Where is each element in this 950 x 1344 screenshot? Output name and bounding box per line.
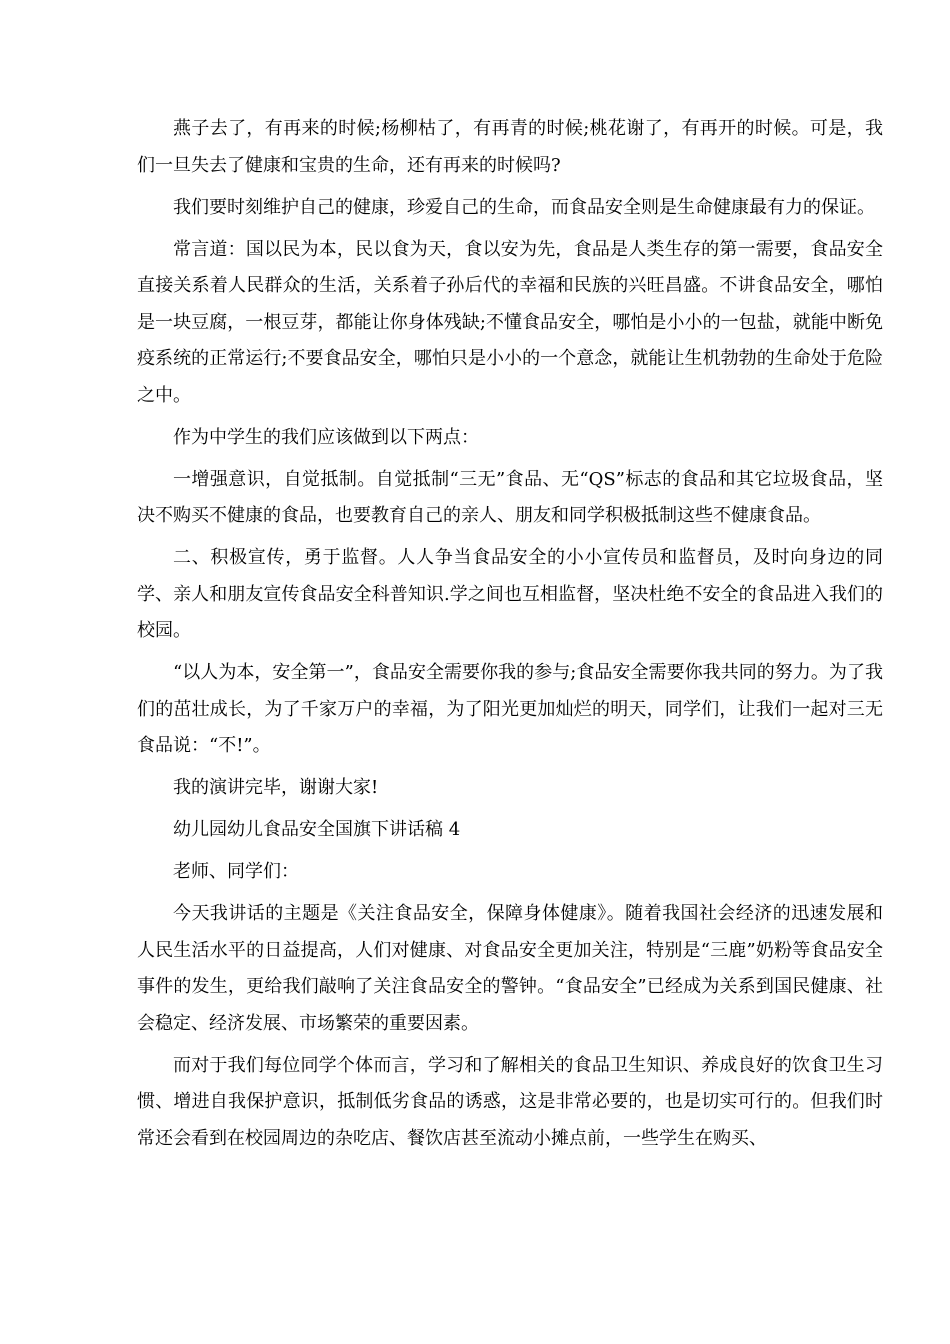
paragraph-saying: 常言道：国以民为本，民以食为天，食以安为先，食品是人类生存的第一需要，食品安全直接关系着人民群众的生活，关系着子孙后代的幸福和民族的兴旺昌盛。不讲食品安全，哪怕是一块豆腐，一根豆芽，都能让你身体残缺;不懂食品安全，哪怕是小小的一包盐，就能中断免疫系统的正常运行;不要食品安全，哪怕只是小小的一个意念，就能让生机勃勃的生命处于危险之中。 bbox=[137, 238, 883, 406]
paragraph-safety-first: “以人为本，安全第一”，食品安全需要你我的参与;食品安全需要你我共同的努力。为了我们的茁壮成长，为了千家万户的幸福，为了阳光更加灿烂的明天，同学们，让我们一起对三无食品说：“不!”。 bbox=[137, 662, 883, 756]
paragraph-closing: 我的演讲完毕，谢谢大家! bbox=[173, 777, 379, 798]
paragraph-topic: 今天我讲话的主题是《关注食品安全，保障身体健康》。随着我国社会经济的迅速发展和人民生活水平的日益提高，人们对健康、对食品安全更加关注，特别是“三鹿”奶粉等食品安全事件的发生，更给我们敲响了关注食品安全的警钟。“食品安全”已经成为关系到国民健康、社会稳定、经济发展、市场繁荣的重要因素。 bbox=[137, 903, 883, 1034]
paragraph-point-two: 二、积极宣传，勇于监督。人人争当食品安全的小小宣传员和监督员，及时向身边的同学、亲人和朋友宣传食品安全科普知识.学之间也互相监督，坚决杜绝不安全的食品进入我们的校园。 bbox=[137, 547, 883, 641]
paragraph-swallows: 燕子去了，有再来的时候;杨柳枯了，有再青的时候;桃花谢了，有再开的时候。可是，我们一旦失去了健康和宝贵的生命，还有再来的时候吗? bbox=[137, 118, 883, 176]
paragraph-health: 我们要时刻维护自己的健康，珍爱自己的生命，而食品安全则是生命健康最有力的保证。 bbox=[173, 196, 875, 218]
paragraph-point-one: 一增强意识，自觉抵制。自觉抵制“三无”食品、无“QS”标志的食品和其它垃圾食品，坚决不购买不健康的食品，也要教育自己的亲人、朋友和同学积极抵制这些不健康食品。 bbox=[137, 468, 883, 526]
document-body bbox=[137, 111, 883, 1163]
section-heading: 幼儿园幼儿食品安全国旗下讲话稿 4 bbox=[173, 819, 461, 840]
paragraph-greeting: 老师、同学们： bbox=[173, 861, 299, 882]
paragraph-students: 而对于我们每位同学个体而言，学习和了解相关的食品卫生知识、养成良好的饮食卫生习惯、增进自我保护意识，抵制低劣食品的诱惑，这是非常必要的，也是切实可行的。但我们时常还会看到在校园周边的杂吃店、餐饮店甚至流动小摊点前，一些学生在购买、 bbox=[137, 1054, 883, 1149]
paragraph-two-points: 作为中学生的我们应该做到以下两点： bbox=[173, 426, 479, 448]
